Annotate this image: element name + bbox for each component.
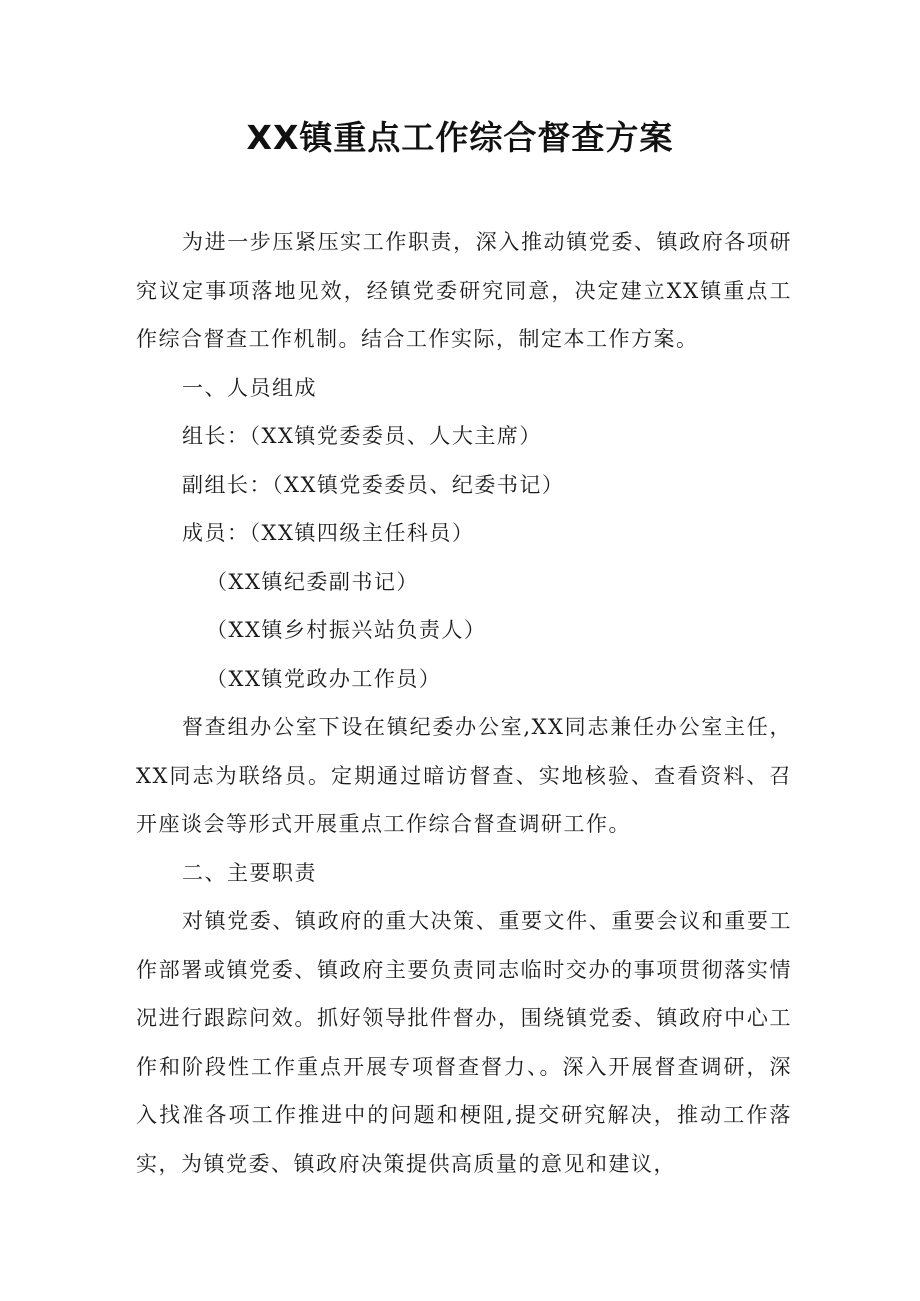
office-paragraph: 督查组办公室下设在镇纪委办公室,XX同志兼任办公室主任，XX同志为联络员。定期通过暗访督查、实地核验、查看资料、召开座谈会等形式开展重点工作综合督查调研工作。 bbox=[136, 715, 792, 836]
document-body bbox=[136, 218, 792, 1188]
members-line: 成员：（XX镇四级主任科员） bbox=[182, 521, 475, 545]
member-line: （XX镇党政办工作员） bbox=[206, 666, 442, 691]
section-heading-personnel: 一、人员组成 bbox=[182, 375, 317, 400]
section-heading-duties: 二、主要职责 bbox=[182, 860, 317, 885]
duties-paragraph: 对镇党委、镇政府的重大决策、重要文件、重要会议和重要工作部署或镇党委、镇政府主要负责同志临时交办的事项贯彻落实情况进行跟踪问效。抓好领导批件督办，围绕镇党委、镇政府中心工作和阶段性工作重点开展专项督查督力、。深入开展督查调研，深入找准各项工作推进中的问题和梗阻,提交研究解决，推动工作落实，为镇党委、镇政府决策提供高质量的意见和建议， bbox=[136, 909, 792, 1176]
intro-paragraph: 为进一步压紧压实工作职责，深入推动镇党委、镇政府各项研究议定事项落地见效，经镇党委研究同意，决定建立XX镇重点工作综合督查工作机制。结合工作实际，制定本工作方案。 bbox=[136, 230, 792, 351]
member-line: （XX镇乡村振兴站负责人） bbox=[206, 618, 487, 642]
document-title: XX镇重点工作综合督查方案 bbox=[246, 118, 674, 157]
deputy-leader-line: 副组长：（XX镇党委委员、纪委书记） bbox=[182, 472, 565, 497]
member-line: （XX镇纪委副书记） bbox=[206, 569, 419, 594]
leader-line: 组长：（XX镇党委委员、人大主席） bbox=[182, 424, 542, 448]
